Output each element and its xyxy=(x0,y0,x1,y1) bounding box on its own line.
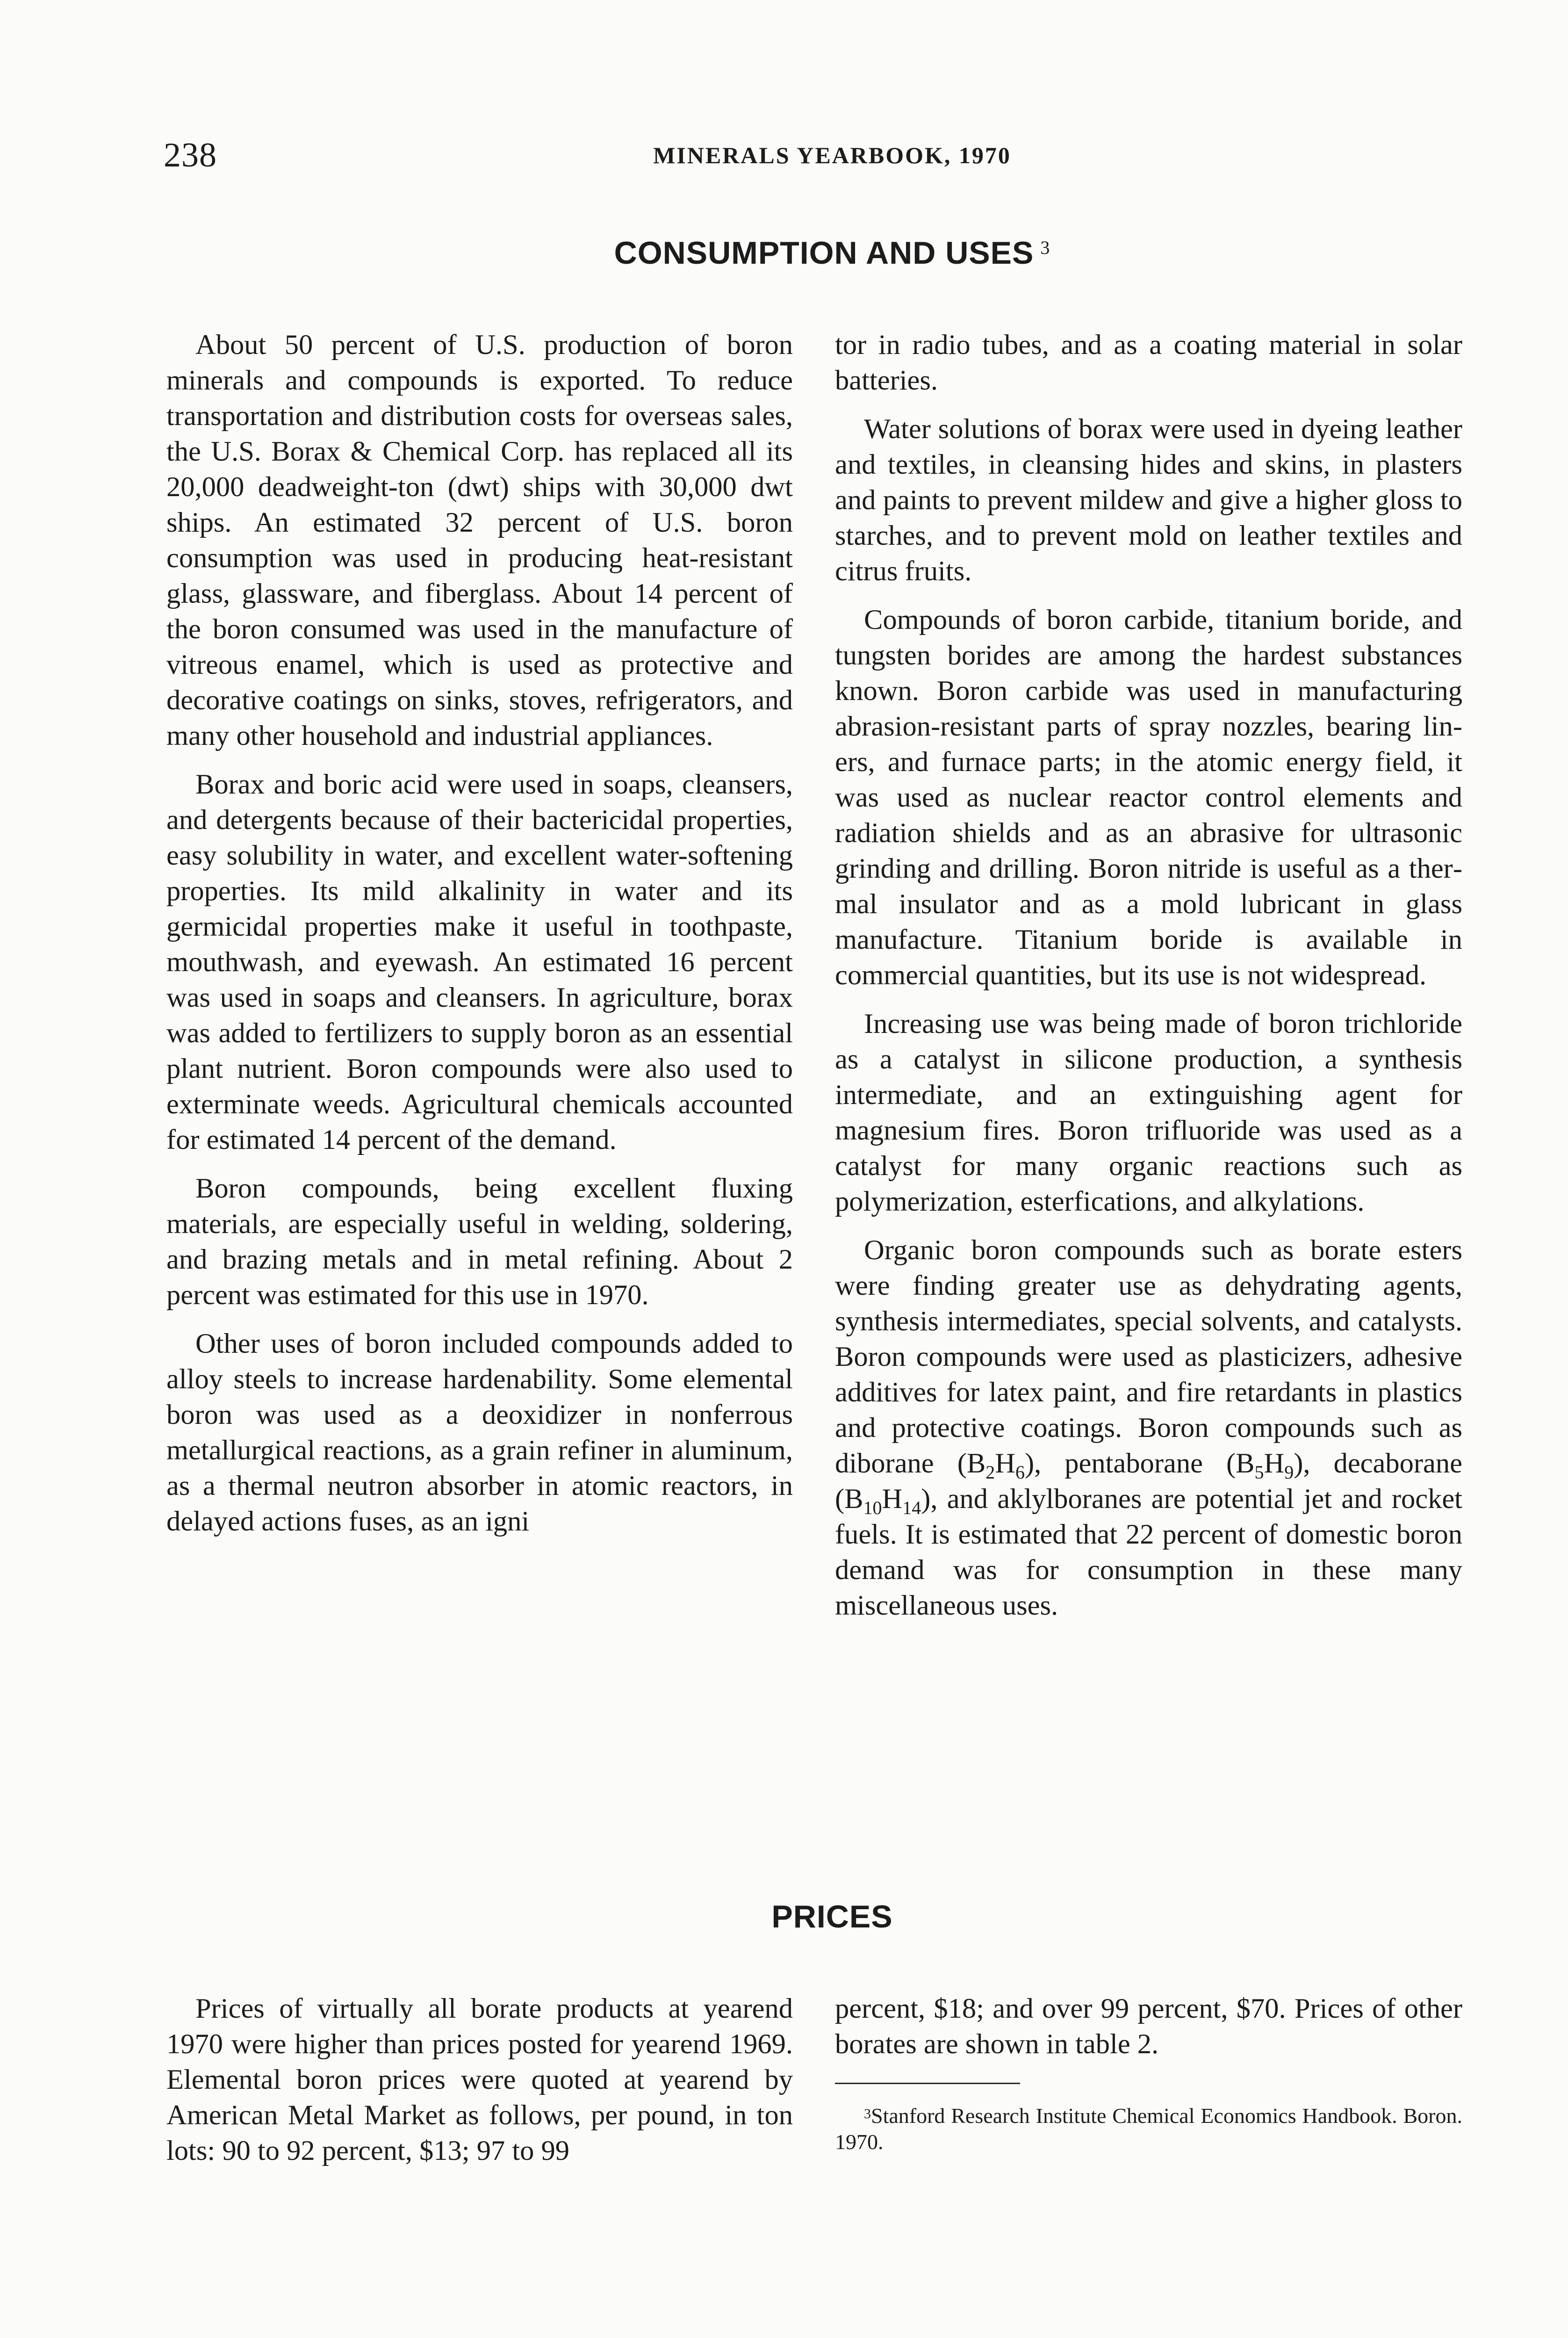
organic-text-4: H xyxy=(1264,1448,1285,1479)
footnote-reference: 3 xyxy=(1040,237,1050,258)
organic-text-3: ), pentaborane (B xyxy=(1024,1448,1255,1479)
organic-text-5: ), decaborane (B xyxy=(835,1448,1462,1515)
footnote-divider xyxy=(835,2083,1020,2084)
paragraph-prices: Prices of virtually all borate products at yearend 1970 were higher than prices posted for yearend 1969. Elemental boron prices were quoted at yearend by American Metal Market as follows, per pound, in ton lots: 90 to 92 percent, $13; 97 to 99 xyxy=(166,1993,793,2166)
subscript: 6 xyxy=(1015,1462,1025,1483)
running-title: MINERALS YEARBOOK, 1970 xyxy=(653,142,1011,168)
paragraph-prices-continuation: percent, $18; and over 99 percent, $70. Prices of other borates are shown in table 2. xyxy=(835,1993,1462,2060)
consumption-heading-text: CONSUMPTION AND USES xyxy=(614,235,1034,271)
subscript: 14 xyxy=(902,1497,921,1519)
paragraph-organic-boron xyxy=(835,1233,1462,1624)
prices-right-column xyxy=(835,1991,1462,2168)
prices-left-column xyxy=(166,1991,793,2182)
prices-heading: PRICES xyxy=(771,1899,893,1934)
consumption-heading xyxy=(496,235,1169,271)
subscript: 2 xyxy=(985,1462,995,1483)
consumption-left-column xyxy=(166,327,793,1552)
paragraph-boron-trichloride: Increasing use was being made of boron trichloride as a catalyst in silicone production, a synthesis intermediate, and an extinguishing agent for magnesium fires. Boron trifluoride was used as a catalyst for many organic reactions such as polymerization, esterfications, and alkylations. xyxy=(835,1008,1462,1217)
organic-text-6: H xyxy=(882,1483,903,1515)
footnote-marker: 3 xyxy=(864,2106,871,2122)
organic-text-1: Organic boron compounds such as borate esters were finding greater use as dehydrating agents, synthesis intermediates, special solvents, and catalysts. Boron compounds were used as plasticizers, adhesive additives for latex paint, and fire retardants in plastics and protective coatings. Boron compounds such as diborane (B xyxy=(835,1234,1462,1479)
page-number: 238 xyxy=(164,136,217,174)
subscript: 9 xyxy=(1284,1462,1294,1483)
paragraph-other-uses: Other uses of boron included compounds added to alloy steels to increase hardenability. Some elemental boron was used as a deoxidizer in nonferrous metallurgical reactions, as a grain refiner in aluminum, as a thermal neutron absorber in atomic reactors, in delayed actions fuses, as an igni xyxy=(166,1328,793,1537)
footnote xyxy=(835,2103,1462,2155)
organic-text-7: ), and aklylboranes are potential jet and rocket fuels. It is estimated that 22 percent of domestic boron demand was for consumption in these many miscellaneous uses. xyxy=(835,1483,1462,1621)
paragraph-borax-uses: Borax and boric acid were used in soaps, cleansers, and detergents because of their bactericidal properties, easy solubility in water, and excellent water-softening properties. Its mild alkalinity in water and its germicidal properties make it useful in toothpaste, mouthwash, and eyewash. An estimated 16 percent was used in soaps and cleansers. In agriculture, borax was added to fertilizers to supply boron as an essential plant nutrient. Boron compounds were also used to exterminate weeds. Agricultural chemicals accounted for estimated 14 percent of the demand. xyxy=(166,769,793,1155)
organic-text-2: H xyxy=(995,1448,1015,1479)
subscript: 5 xyxy=(1254,1462,1264,1483)
consumption-right-column xyxy=(835,327,1462,1637)
paragraph-water-solutions: Water solutions of borax were used in dyeing leather and textiles, in cleansing hides and skins, in plasters and paints to prevent mildew and give a higher gloss to starches, and to prevent mold on leather textiles and citrus fruits. xyxy=(835,413,1462,587)
subscript: 10 xyxy=(863,1497,882,1519)
paragraph-boron-carbide: Compounds of boron carbide, titanium boride, and tungsten borides are among the hardest substances known. Boron carbide was used in manufacturing abrasion-resistant parts of spray nozzles, bearing liners, and furnace parts; in the atomic energy field, it was used as nuclear reactor control elements and radiation shields and as an abrasive for ultrasonic grinding and drilling. Boron nitride is useful as a thermal insulator and as a mold lubricant in glass manufacture. Titanium boride is available in commercial quantities, but its use is not widespread. xyxy=(835,604,1462,991)
paragraph-fluxing: Boron compounds, being excellent fluxing materials, are especially useful in welding, soldering, and brazing metals and in metal refining. About 2 percent was estimated for this use in 1970. xyxy=(166,1173,793,1311)
footnote-text: Stanford Research Institute Chemical Economics Handbook. Boron. 1970. xyxy=(835,2104,1462,2154)
paragraph-continuation: tor in radio tubes, and as a coating material in solar batteries. xyxy=(835,329,1462,396)
paragraph-exports: About 50 percent of U.S. production of boron minerals and compounds is exported. To reduce transportation and distribution costs for overseas sales, the U.S. Borax & Chemical Corp. has replaced all its 20,000 deadweight-ton (dwt) ships with 30,000 dwt ships. An estimated 32 percent of U.S. boron consumption was used in producing heat-resistant glass, glassware, and fiberglass. About 14 percent of the boron consumed was used in the manufacture of vitreous enamel, which is used as protective and decorative coatings on sinks, stoves, refrigerators, and many other household and industrial appliances. xyxy=(166,329,793,751)
